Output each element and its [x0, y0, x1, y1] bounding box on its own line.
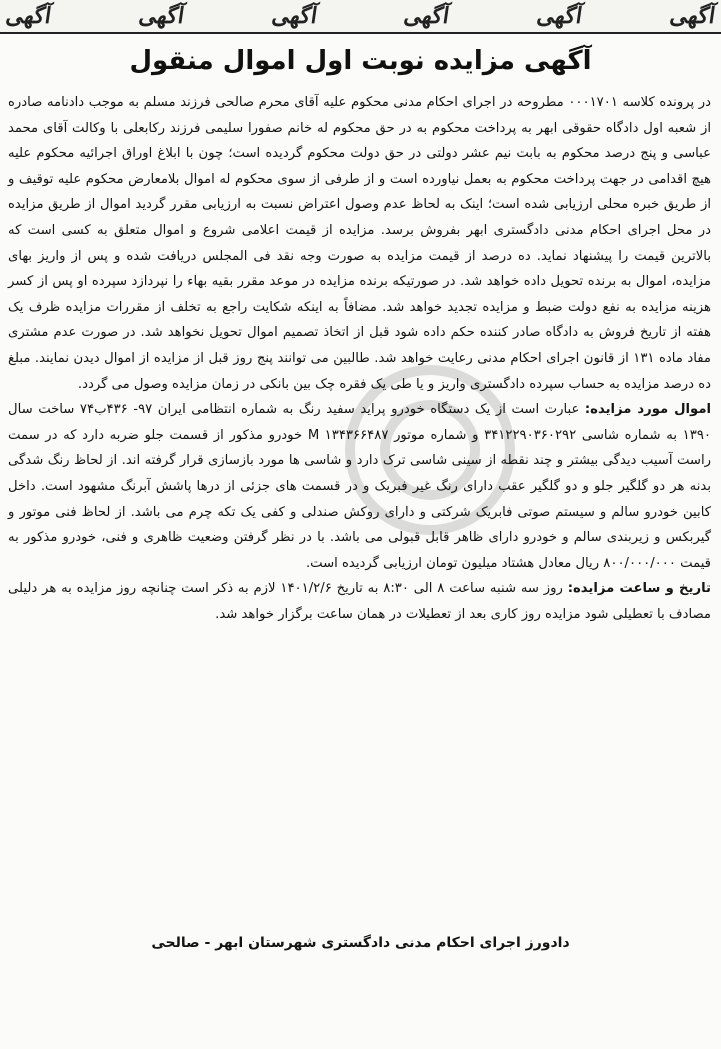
property-label: اموال مورد مزایده:: [584, 402, 711, 418]
intro-paragraph: در پرونده کلاسه ۰۰۰۱۷۰۱ مطروحه در اجرای احکام مدنی محکوم علیه آقای محرم صالحی فرزند مسلم به موجب دادنامه صادره از شعبه اول دادگاه حقوقی ابهر به پرداخت محکوم به در حق محکوم له خانم صفورا سلیمی فرزند رکابعلی با وکالت آقای محمد عباسی و پنج درصد محکوم به بابت نیم عشر دولتی در حق دولت محکوم گردیده است؛ چون با ابلاغ اوراق اجرائیه محکوم علیه هیچ اقدامی در جهت پرداخت محکوم به بعمل نیاورده است و از طرفی از سوی محکوم له اموال بلامعارض محکوم علیه توقیف و از طریق خبره محلی ارزیابی شده است؛ اینک به لحاظ عدم وصول اعتراض نسبت به ارزیابی مقرر گردید اموال از طریق مزایده در محل اجرای احکام مدنی دادگستری ابهر بفروش برسد. مزایده از قیمت اعلامی شروع و اموال متعلق به کسی است که بالاترین قیمت را پیشنهاد نماید. ده درصد از قیمت مزایده به صورت وجه نقد فی المجلس دریافت شده و پس از واریز بهای مزایده، اموال به برنده تحویل داده خواهد شد. در صورتیکه برنده مزایده در موعد مقرر بقیه بهاء را نپردازد سپرده او پس از کسر هزینه مزایده به نفع دولت ضبط و مزایده تجدید خواهد شد. مضافاً به اینکه شکایت راجع به تخلف از مقررات مزایده ظرف یک هفته از تاریخ فروش به دادگاه صادر کننده حکم داده شود قبل از اتخاذ تصمیم اموال تحویل نخواهد شد. در صورت عدم مشتری مفاد ماده ۱۳۱ از قانون اجرای احکام مدنی رعایت خواهد شد. طالبین می توانند پنج روز قبل از مزایده از اموال دیدن نمایند. مبلغ ده درصد مزایده به حساب سپرده دادگستری واریز و یا طی یک فقره چک بین بانکی در زمان مزایده وصول می گردد.: [8, 95, 711, 392]
schedule-paragraph: [8, 576, 711, 627]
banner-word: آگهی: [402, 3, 452, 29]
banner-word: آگهی: [668, 3, 717, 29]
ad-banner: [0, 0, 721, 34]
notice-body: [8, 90, 711, 627]
banner-word: آگهی: [4, 3, 53, 29]
property-paragraph: [8, 397, 711, 576]
signature-line: دادورز اجرای احکام مدنی دادگستری شهرستان ابهر - صالحی: [151, 935, 570, 951]
banner-word: آگهی: [269, 3, 319, 29]
schedule-label: تاریخ و ساعت مزایده:: [567, 581, 711, 597]
notice-title: آگهی مزایده نوبت اول اموال منقول: [129, 46, 592, 76]
schedule-text: روز سه شنبه ساعت ۸ الی ۸:۳۰ به تاریخ ۱۴۰۱/۲/۶ لازم به ذکر است چنانچه روز مزایده به هر دلیلی مصادف با تعطیلی شود مزایده روز کاری بعد از تعطیلات در همان ساعت برگزار خواهد شد.: [8, 581, 711, 622]
banner-word: آگهی: [535, 3, 585, 29]
banner-word: آگهی: [136, 3, 186, 29]
property-text: عبارت است از یک دستگاه خودرو پراید سفید رنگ به شماره انتظامی ایران ۹۷- ۴۳۶ب۷۴ ساخت سال ۱۳۹۰ به شماره شاسی ۳۴۱۲۲۹۰۳۶۰۲۹۲ و شماره موتور M ۱۳۴۳۶۶۴۸۷ خودرو مذکور از قسمت جلو ضربه دارد که در سمت راست آسیب دیدگی بیشتر و چند نقطه از سینی شاسی ترک دارد و شاسی ها مورد بازسازی قرار گرفته اند. از لحاظ رنگ شدگی بدنه هر دو گلگیر جلو و دو گلگیر عقب دارای رنگ غیر فبریک و در قسمت های جزئی از درها پاشش آبرنگ مشهود است. داخل کابین خودرو سالم و سیستم صوتی فابریک شرکتی و دارای روکش صندلی و کفی یک تکه چرم می باشد. از لحاظ فنی موتور و گیربکس و زیربندی سالم و خودرو دارای ظاهر قابل قبولی می باشد. با در نظر گرفتن وضعیت ظاهری و فنی، خودرو مذکور به قیمت ۸۰۰/۰۰۰/۰۰۰ ریال معادل هشتاد میلیون تومان ارزیابی گردیده است.: [8, 402, 711, 571]
